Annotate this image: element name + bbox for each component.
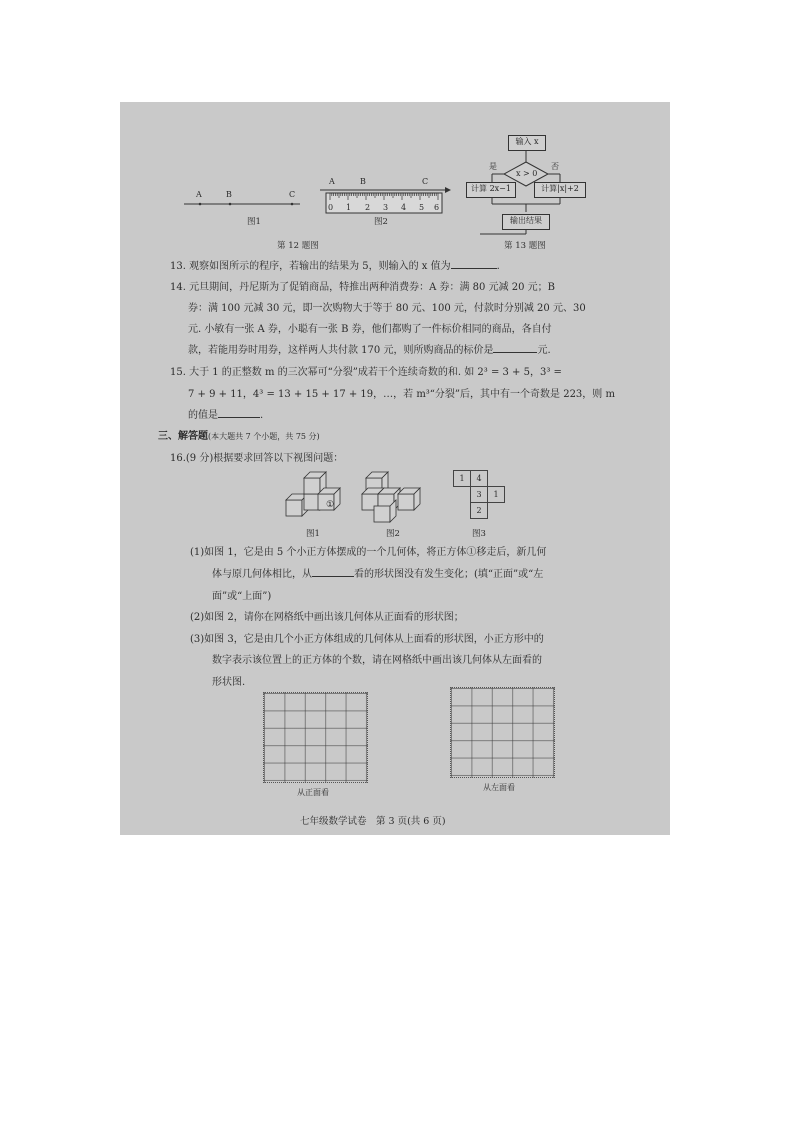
fig1-caption: 图1	[247, 217, 261, 227]
question-15-line-2: 7 + 9 + 11，4³ = 13 + 15 + 17 + 19，…，若 m³“分裂”后，其中有一个奇数是 223，则 m	[188, 389, 615, 400]
flow-calc-no-box: 计算|x|+2	[534, 182, 586, 198]
q16-part1-text-a: 体与原几何体相比，从	[212, 569, 312, 580]
view-cell: 2	[471, 503, 488, 519]
view-cell: 4	[471, 471, 488, 487]
q16-part2: (2)如图 2，请你在网格纸中画出该几何体从正面看的形状图；	[190, 612, 464, 623]
q15-end: .	[260, 410, 264, 421]
ruler-tick-5: 5	[419, 203, 425, 212]
ruler-tick-2: 2	[365, 203, 371, 212]
section-3-heading	[158, 430, 320, 443]
q16-fig3-caption: 图3	[472, 529, 486, 539]
q16-part3-line-1: (3)如图 3，它是由几个小正方体组成的几何体从上面看的形状图，小正方形中的	[190, 634, 544, 645]
view-cell: 1	[454, 471, 471, 487]
question-13	[170, 260, 500, 273]
q14-answer-blank[interactable]	[493, 352, 537, 353]
ruler-tick-4: 4	[401, 203, 407, 212]
flow-input-box: 输入 x	[508, 135, 546, 151]
ruler-tick-1: 1	[346, 203, 352, 212]
view-cell: 1	[488, 487, 505, 503]
q16-part1-text-b: 看的形状图没有发生变化；(填“正面”或“左	[354, 569, 544, 580]
fig12-caption: 第 12 题图	[277, 241, 319, 251]
q16-part1-line-2	[212, 568, 543, 581]
q16-part1-line-3: 面”或“上面”)	[212, 591, 272, 602]
q16-part3-line-3: 形状图.	[212, 677, 246, 688]
grid-left-view[interactable]	[450, 687, 555, 778]
ruler-c-label: C	[422, 177, 429, 186]
question-16-stem: 16.(9 分)根据要求回答以下视图问题：	[170, 453, 344, 464]
q14-text: 款，若能用券时用券，这样两人共付款 170 元，则所购商品的标价是	[188, 345, 494, 356]
q13-end: .	[496, 261, 500, 272]
q16-fig3-top-view	[453, 470, 505, 519]
section-3-note: (本大题共 7 个小题，共 75 分)	[208, 432, 320, 441]
flow-yes-label: 是	[489, 162, 497, 171]
q16-fig2-cubes	[360, 468, 440, 528]
ruler-b-label: B	[360, 177, 366, 186]
q16-part3-line-2: 数字表示该位置上的正方体的个数，请在网格纸中画出该几何体从左面看的	[212, 655, 542, 666]
grid-front-label: 从正面看	[297, 788, 329, 797]
question-14-line-1: 14. 元旦期间，丹尼斯为了促销商品，特推出两种消费券：A 券：满 80 元减 20 元；B	[170, 282, 555, 293]
q13-text: 13. 观察如图所示的程序，若输出的结果为 5，则输入的 x 值为	[170, 261, 451, 272]
cube-1-marker: ①	[326, 500, 335, 510]
question-15-line-1: 15. 大于 1 的正整数 m 的三次幂可“分裂”成若干个连续奇数的和. 如 2³ = 3 + 5，3³ =	[170, 367, 562, 378]
question-14-line-3: 元. 小敏有一张 A 券，小聪有一张 B 券，他们都购了一件标价相同的商品，各自付	[188, 324, 552, 335]
ruler-tick-6: 6	[434, 203, 440, 212]
fig13-caption: 第 13 题图	[504, 241, 546, 251]
exam-page-photo	[120, 102, 670, 835]
q15-text: 的值是	[188, 410, 218, 421]
grid-left-label: 从左面看	[483, 783, 515, 792]
q16-fig1-caption: 图1	[306, 529, 320, 539]
question-15-line-3	[188, 409, 263, 422]
q15-answer-blank[interactable]	[218, 417, 260, 418]
flow-calc-yes-box: 计算 2x−1	[466, 182, 516, 198]
view-cell: 3	[471, 487, 488, 503]
q13-answer-blank[interactable]	[451, 268, 497, 269]
flow-output-box: 输出结果	[502, 214, 550, 230]
q14-end: 元.	[537, 345, 551, 356]
point-c-label: C	[289, 190, 296, 199]
point-b-label: B	[226, 190, 232, 199]
question-14-line-4	[188, 344, 551, 357]
point-a-label: A	[196, 190, 202, 199]
flow-no-label: 否	[551, 162, 559, 171]
flow-condition: x > 0	[516, 169, 538, 178]
q16-fig2-caption: 图2	[386, 529, 400, 539]
ruler-tick-3: 3	[383, 203, 389, 212]
fig2-caption: 图2	[374, 217, 388, 227]
page-footer: 七年级数学试卷 第 3 页(共 6 页)	[300, 816, 446, 827]
grid-front-view[interactable]	[263, 692, 368, 783]
q16-part1-line-1: (1)如图 1，它是由 5 个小正方体摆成的一个几何体，将正方体①移走后，新几何	[190, 547, 547, 558]
section-3-title: 三、解答题	[158, 431, 208, 442]
q16-fig1-cubes	[282, 468, 362, 528]
ruler-tick-0: 0	[328, 203, 334, 212]
q16-part1-answer-blank[interactable]	[312, 576, 354, 577]
question-14-line-2: 券：满 100 元减 30 元，即一次购物大于等于 80 元、100 元，付款时分别减 20 元、30	[188, 303, 586, 314]
ruler-a-label: A	[329, 177, 335, 186]
